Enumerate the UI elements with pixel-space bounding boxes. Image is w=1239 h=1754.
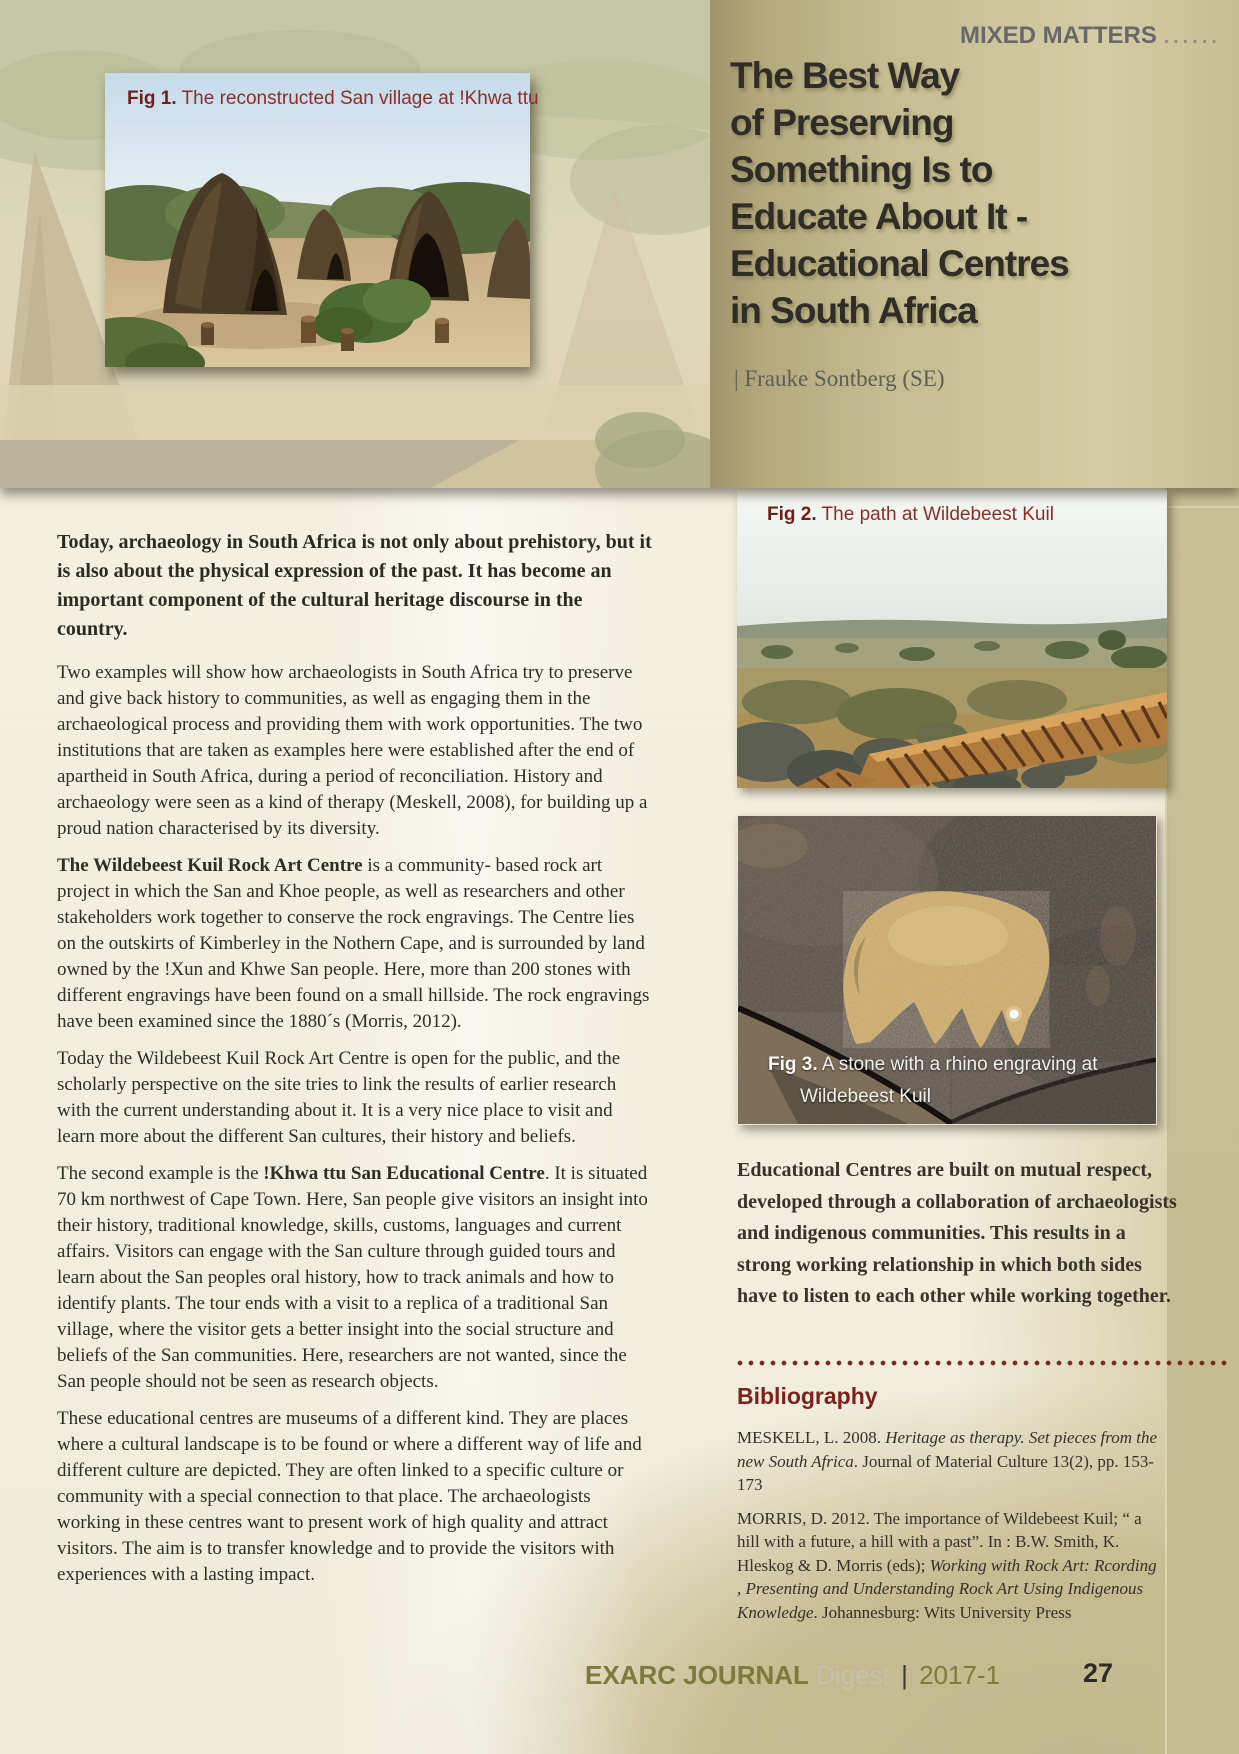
fig1-photo [105,73,539,367]
fig3-caption [768,1054,1098,1108]
bib-text: . Johannesburg: Wits University Press [813,1602,1072,1622]
right-margin-strip [1165,488,1239,1754]
bold-inline: !Khwa ttu San Educational Centre [263,1163,545,1184]
page-body [0,488,1239,1754]
journal-issue: 2017-1 [919,1660,1001,1690]
title-line: The Best Way [730,55,960,96]
title-line: of Preserving [730,102,954,143]
paragraph: These educational centres are museums of a different kind. They are places where a cultural landscape is to be found or where a different way of life and different culture are depicted. They are often linked to a specific culture or community with a special connection to that place. The archaeologists working in these centres want to present work of high quality and attract visitors. The aim is to transfer knowledge and to provide the visitors with experiences with a lasting impact. [57,1408,642,1585]
lead-paragraph: Today, archaeology in South Africa is not only about prehistory, but it is also about the physical expression of the past. It has become an important component of the cultural heritage discourse in the country. [57,531,652,640]
bibliography-entry [737,1426,1161,1497]
article-title [730,52,1230,334]
fig1-caption [127,88,539,110]
bibliography-heading: Bibliography [737,1383,878,1409]
bib-text: MORRIS, D. 2012. The importance of Wildebeest Kuil; “ a hill with a future, a hill with a past”. In : B.W. Smith, K. Hleskog & D. Morris (eds); [737,1508,1142,1575]
bold-lead-in: The Wildebeest Kuil Rock Art Centre [57,855,363,876]
title-line: Educate About It - [730,196,1028,237]
bib-italic: Working with Rock Art: Rcording , Presenting and Understanding Rock Art Using Indigenous Knowledge [737,1555,1157,1622]
section-kicker [960,22,1239,50]
journal-footer [585,1660,1000,1691]
header-panel [710,0,1239,488]
fig2-caption-text: The path at Wildebeest Kuil [816,504,1054,525]
page-header [0,0,1239,488]
section-kicker-label: MIXED MATTERS [960,22,1157,49]
bib-text: MESKELL, L. 2008. [737,1428,886,1447]
fig3-caption-line2: Wildebeest Kuil [800,1086,931,1107]
footer-separator: | [901,1660,908,1690]
bib-italic: Heritage as therapy. Set pieces from the new South Africa [737,1428,1158,1471]
bib-text: . Journal of Material Culture 13(2), pp. 153-173 [737,1451,1155,1494]
article-body [57,528,653,1599]
fig3-caption-label: Fig 3. [768,1054,818,1075]
fig2-caption-label: Fig 2. [767,504,817,525]
section-kicker-dots: ...... [1163,26,1221,48]
paragraph-text: The second example is the [57,1163,264,1184]
paragraph: Two examples will show how archaeologists in South Africa try to preserve and give back history to communities, as well as engaging them in the archaeological process and providing them with work opportunities. The two institutions that are taken as examples here were established after the end of apartheid in South Africa, during a period of reconciliation. History and archaeology were seen as a kind of therapy (Meskell, 2008), for building up a proud nation characterised by its diversity. [57,662,648,839]
paragraph [57,853,653,1035]
journal-name: EXARC JOURNAL [585,1660,809,1690]
fig1-caption-text: The reconstructed San village at !Khwa ttu [176,88,539,109]
fig1-caption-label: Fig 1. [127,88,177,109]
fig2-photo-art [737,490,1167,788]
fig1-photo-art [105,73,530,367]
title-line: Something Is to [730,149,993,190]
dotted-divider [737,1360,1231,1366]
pull-quote: Educational Centres are built on mutual respect, developed through a collaboration of archaeologists and indigenous communities. This results in a strong working relationship in which both sides have to listen to each other while working together. [737,1159,1177,1307]
bibliography-entry [737,1507,1161,1625]
fig3-photo [737,815,1157,1125]
paragraph-text: . It is situated 70 km northwest of Cape Town. Here, San people give visitors an insight into their history, traditional knowledge, skills, customs, languages and current affairs. Visitors can engage with the San culture through guided tours and learn about the San peoples oral history, how to track animals and how to identify plants. The tour ends with a visit to a replica of a traditional San village, where the visitor gets a better insight into the social structure and beliefs of the San communities. Here, researchers are not wanted, since the San people should not be seen as research objects. [57,1163,648,1392]
paragraph [57,1161,653,1395]
page-number: 27 [1083,1658,1114,1688]
title-line: in South Africa [730,290,977,331]
fig2-photo [737,490,1167,788]
paragraph-text: is a community- based rock art project in which the San and Khoe people, as well as researchers and other stakeholders work together to conserve the rock engravings. The Centre lies on the outskirts of Kimberley in the Nothern Cape, and is surrounded by land owned by the !Xun and Khwe San people. Here, more than 200 stones with different engravings have been found on a small hillside. The rock engravings have been examined since the 1880´s (Morris, 2012). [57,855,650,1032]
paragraph: Today the Wildebeest Kuil Rock Art Centre is open for the public, and the scholarly perspective on the site tries to link the results of earlier research with the current understanding about it. It is a very nice place to visit and learn more about the different San cultures, their history and beliefs. [57,1048,621,1147]
article-author: | Frauke Sontberg (SE) [734,366,945,391]
title-line: Educational Centres [730,243,1069,284]
fig1-background-photo [0,0,710,488]
journal-edition: Digest [816,1660,890,1690]
fig2-caption [767,504,1054,526]
fig3-caption-text: A stone with a rhino engraving at [817,1054,1098,1075]
bibliography-section [737,1383,1161,1634]
